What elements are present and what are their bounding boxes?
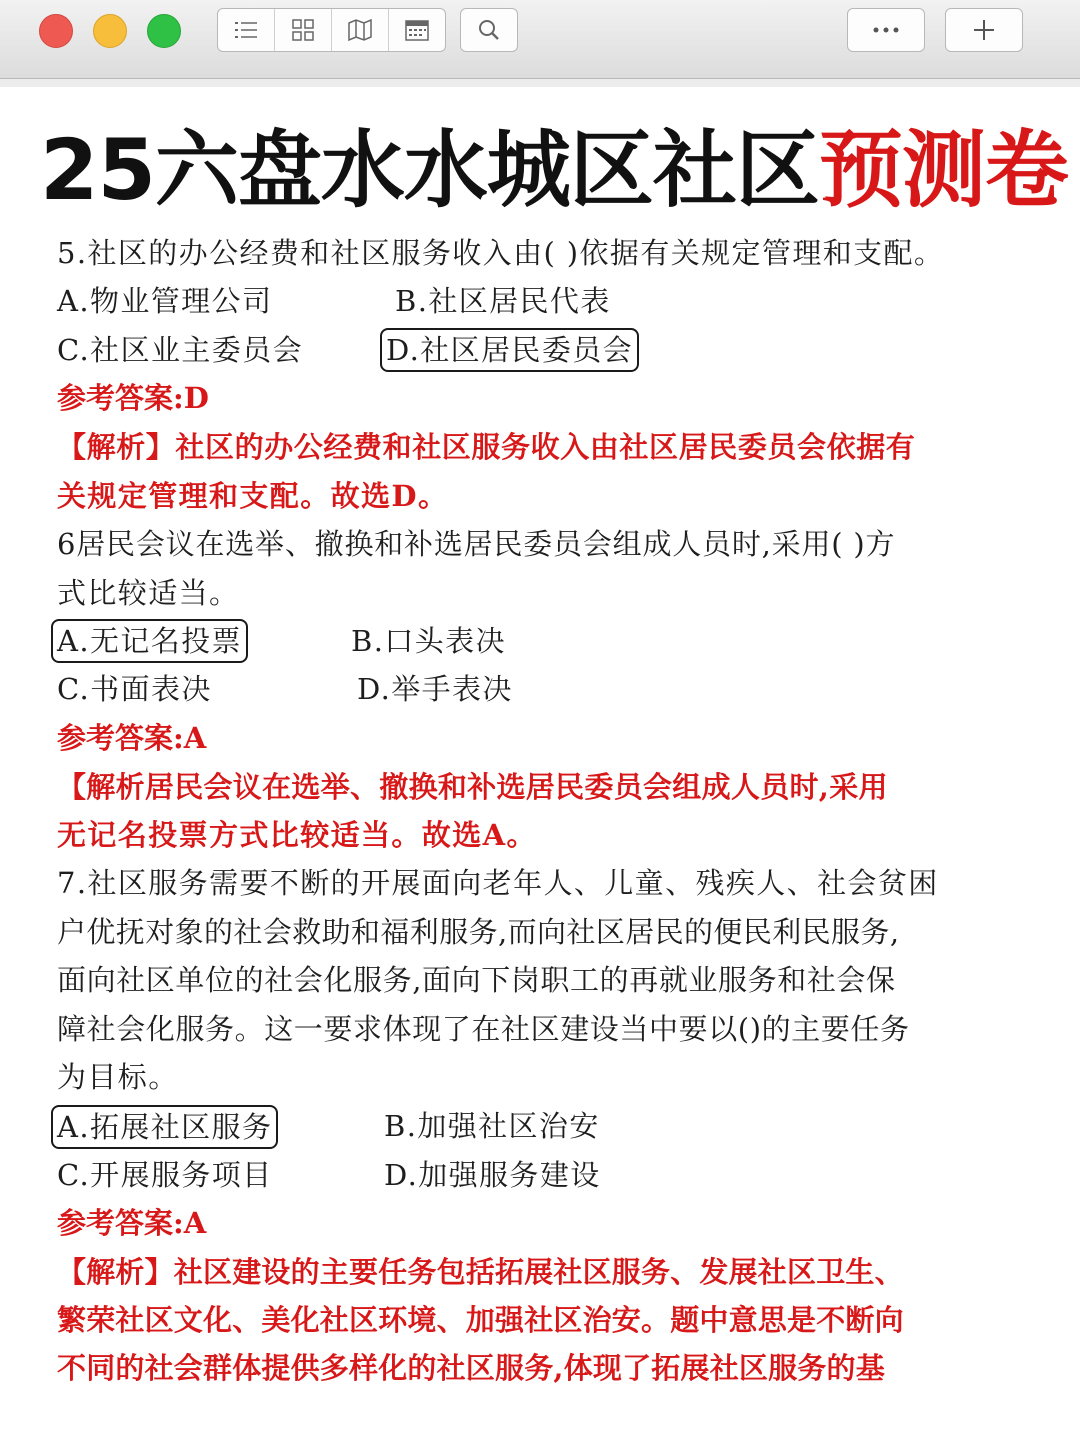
- add-icon: [972, 18, 996, 42]
- grid-icon: [291, 18, 315, 42]
- grid-view-button[interactable]: [275, 9, 332, 51]
- question-6-option-b[interactable]: B.口头表决: [351, 624, 506, 658]
- question-6-option-c[interactable]: C.书面表决: [57, 672, 212, 706]
- question-5-option-d-selected[interactable]: D.社区居民委员会: [380, 328, 639, 372]
- close-window-button[interactable]: [39, 14, 73, 48]
- question-5-analysis-line-2: 关规定管理和支配。故选D。: [57, 479, 449, 513]
- map-view-button[interactable]: [332, 9, 389, 51]
- question-6-option-d[interactable]: D.举手表决: [357, 672, 513, 706]
- title-main: 25六盘水水城区社区: [40, 121, 819, 219]
- question-5-option-c[interactable]: C.社区业主委员会: [57, 333, 303, 367]
- question-7-option-c[interactable]: C.开展服务项目: [57, 1158, 273, 1192]
- question-7-stem-line-1: 7.社区服务需要不断的开展面向老年人、儿童、残疾人、社会贫困: [57, 866, 939, 900]
- search-icon: [477, 18, 501, 42]
- minimize-window-button[interactable]: [93, 14, 127, 48]
- question-5-analysis-line-1: 【解析】社区的办公经费和社区服务收入由社区居民委员会依据有: [57, 430, 916, 464]
- calendar-view-button[interactable]: [389, 9, 445, 51]
- question-6-stem-line-2: 式比较适当。: [57, 576, 240, 610]
- page-title: [40, 118, 1068, 222]
- question-7-stem-line-5: 为目标。: [57, 1060, 179, 1094]
- question-6-answer: 参考答案:A: [57, 721, 207, 755]
- question-7-stem-line-4: 障社会化服务。这一要求体现了在社区建设当中要以()的主要任务: [57, 1012, 910, 1046]
- question-7-option-a-selected[interactable]: A.拓展社区服务: [51, 1105, 278, 1149]
- question-5-option-b[interactable]: B.社区居民代表: [395, 284, 611, 318]
- question-7-analysis-line-2: 繁荣社区文化、美化社区环境、加强社区治安。题中意思是不断向: [57, 1303, 904, 1337]
- title-accent: 预测卷: [818, 121, 1068, 219]
- calendar-icon: [404, 18, 430, 42]
- question-7-analysis-line-3: 不同的社会群体提供多样化的社区服务,体现了拓展社区服务的基: [57, 1351, 885, 1385]
- question-6-option-a-selected[interactable]: A.无记名投票: [51, 619, 248, 663]
- window-toolbar: [0, 0, 1080, 79]
- question-5-option-a[interactable]: A.物业管理公司: [57, 284, 273, 318]
- question-7-stem-line-3: 面向社区单位的社会化服务,面向下岗职工的再就业服务和社会保: [57, 963, 896, 997]
- view-mode-group: [217, 8, 446, 52]
- add-button[interactable]: [945, 8, 1023, 52]
- question-7-stem-line-2: 户优抚对象的社会救助和福利服务,而向社区居民的便民利民服务,: [57, 915, 900, 949]
- question-7-analysis-line-1: 【解析】社区建设的主要任务包括拓展社区服务、发展社区卫生、: [57, 1255, 904, 1289]
- question-5-answer: 参考答案:D: [57, 381, 209, 415]
- question-7-option-b[interactable]: B.加强社区治安: [384, 1109, 600, 1143]
- question-7-option-d[interactable]: D.加强服务建设: [384, 1158, 601, 1192]
- question-6-analysis-line-2: 无记名投票方式比较适当。故选A。: [57, 818, 537, 852]
- zoom-window-button[interactable]: [147, 14, 181, 48]
- question-6-stem-line-1: 6居民会议在选举、撤换和补选居民委员会组成人员时,采用( )方: [57, 527, 896, 561]
- toolbar-divider: [0, 79, 1080, 87]
- map-icon: [347, 18, 373, 42]
- more-icon: [872, 26, 900, 34]
- search-button[interactable]: [460, 8, 518, 52]
- list-icon: [233, 19, 259, 41]
- more-button[interactable]: [847, 8, 925, 52]
- question-5-stem-line-1: 5.社区的办公经费和社区服务收入由( )依据有关规定管理和支配。: [57, 236, 945, 270]
- question-7-answer: 参考答案:A: [57, 1206, 207, 1240]
- list-view-button[interactable]: [218, 9, 275, 51]
- question-6-analysis-line-1: 【解析居民会议在选举、撤换和补选居民委员会组成人员时,采用: [57, 770, 888, 804]
